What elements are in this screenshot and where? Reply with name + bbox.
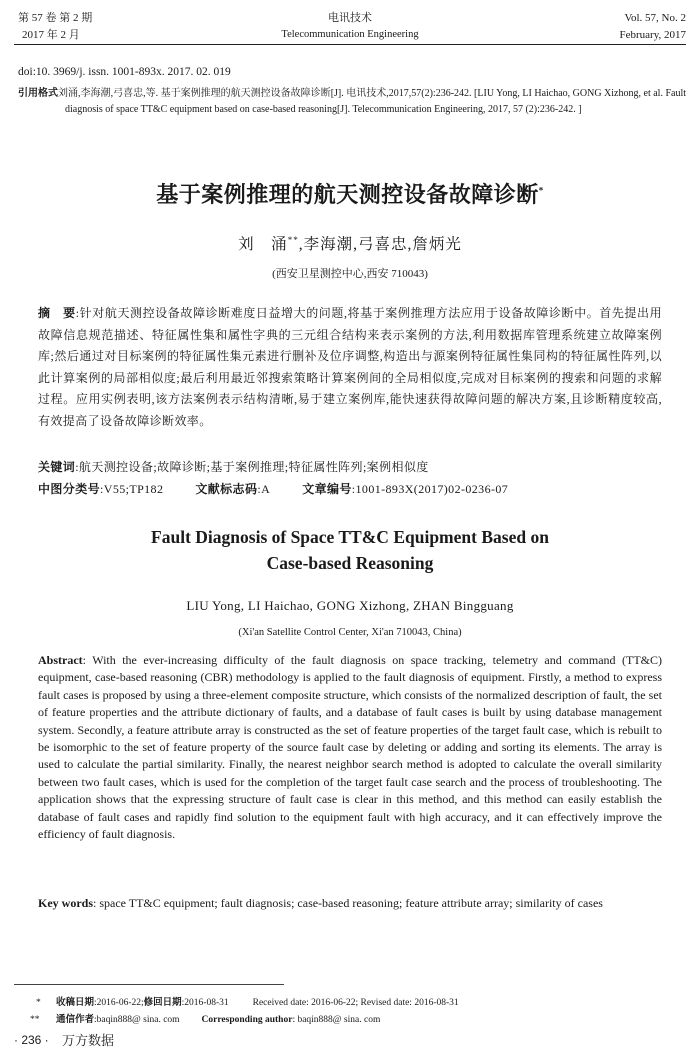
revised-cn-label: 修回日期: [143, 998, 182, 1008]
title-en-line2: Case-based Reasoning: [266, 553, 434, 573]
header-rule: [14, 44, 686, 45]
abstract-cn-text: :针对航天测控设备故障诊断难度日益增大的问题,将基于案例推理方法应用于设备故障诊断中。首先提出用故障信息规范描述、特征属性集和属性字典的三元组合结构来表示案例的方法,利用数据库管理系统建立故障案例库;然后通过对目标案例的特征属性集元素进行删补及位序调整,构造出与源案例特征属性集同构的特征属性阵列,以此计算案例的局部相似度;最后利用最近邻搜索策略计算案例间的全局相似度,完成对目标案例的搜索和问题的求解过程。应用实例表明,该方法案例表示结构清晰,易于建立案例库,能快速获得故障问题的解决方案,且诊断精度较高,有效提高了设备故障诊断效率。: [38, 306, 662, 428]
abstract-cn-label: 摘 要: [38, 306, 76, 320]
doi[interactable]: doi:10. 3969/j. issn. 1001-893x. 2017. 02. 019: [18, 66, 231, 78]
title-en-line1: Fault Diagnosis of Space TT&C Equipment Based on: [151, 527, 549, 547]
authors-cn: [0, 232, 700, 254]
keywords-cn-text: :航天测控设备;故障诊断;基于案例推理;特征属性阵列;案例相似度: [75, 460, 429, 474]
authors-en: LIU Yong, LI Haichao, GONG Xizhong, ZHAN Bingguang: [186, 598, 514, 613]
citation: [18, 86, 686, 118]
citation-label: 引用格式: [18, 88, 59, 99]
corr-cn-email[interactable]: :baqin888@ sina. com: [94, 1015, 180, 1025]
article-number-label: 文章编号: [302, 482, 352, 496]
affiliation-cn: (西安卫星测控中心,西安 710043): [272, 268, 428, 280]
page-number: · 236 ·: [14, 1033, 49, 1047]
received-en: Received date: 2016-06-22; Revised date: 2016-08-31: [252, 998, 459, 1008]
keywords-en-label: Key words: [38, 896, 93, 910]
footnote-star2: **: [30, 1015, 40, 1025]
classification: [38, 479, 678, 501]
keywords-en-text: : space TT&C equipment; fault diagnosis; case-based reasoning; feature attribute array; similarity of cases: [93, 896, 603, 910]
corr-en-email[interactable]: : baqin888@ sina. com: [292, 1015, 381, 1025]
footnote-corresponding: [30, 1013, 680, 1027]
clc-value: :V55;TP182: [100, 482, 164, 496]
watermark: 万方数据: [62, 1034, 115, 1049]
keywords-en: [38, 895, 662, 912]
header-journal-cn: 电讯技术: [328, 12, 372, 24]
doc-code-label: 文献标志码: [195, 482, 258, 496]
title-cn-footnote-mark: *: [538, 185, 544, 196]
keywords-cn-label: 关键词: [38, 460, 76, 474]
authors-cn-first: 刘 涌: [238, 236, 288, 253]
header-volume-en: Vol. 57, No. 2: [624, 12, 686, 24]
revised-cn: :2016-08-31: [181, 998, 229, 1008]
header-journal-en: Telecommunication Engineering: [281, 29, 419, 40]
abstract-en-label: Abstract: [38, 653, 83, 667]
keywords-cn: [38, 457, 662, 479]
header-volume-cn: 第 57 卷 第 2 期: [18, 12, 93, 24]
abstract-en-text: : With the ever-increasing difficulty of the fault diagnosis on space tracking, telemetry and command (TT&C) equipment, case-based reasoning (CBR) methodology is applied to the fault diagnosis of equipment. Firstly, a method to express fault cases is proposed by using a three-element composite structure, which consists of the normalized description of fault, the set of feature properties and the attribute dictionary of faults, and a database of fault cases is built by using database management system. Secondly, a feature attribute array is constructed as the set of feature properties of the target fault case, which is rebuilt to be isomorphic to the set of feature property of the source fault case by deleting or adding and sorting its elements. The array is used to calculate the partial similarity. Finally, the nearest neighbor search method is adopted to calculate the overall similarity between two fault cases, which is used for the completion of the target fault case search and the process of troubleshooting. The application shows that the expressing structure of fault case is clear in this method, and this method can easily establish the database of fault cases and rapidly find solution to the equipment fault with high accuracy, and it can effectively improve the efficiency of fault diagnosis.: [38, 653, 662, 842]
received-cn-label: 收稿日期: [56, 998, 95, 1008]
title-en: [60, 524, 640, 576]
received-cn: :2016-06-22;: [94, 998, 144, 1008]
title-cn-text: 基于案例推理的航天测控设备故障诊断: [156, 182, 539, 207]
footnote-star1: *: [36, 998, 41, 1008]
authors-cn-mark: **: [287, 234, 299, 245]
citation-text: 刘涌,李海潮,弓喜忠,等. 基于案例推理的航天测控设备故障诊断[J]. 电讯技术,2017,57(2):236-242. [LIU Yong, LI Haichao, GONG Xizhong, et al. Fault diagnosis of space TT&C equipment based on case-based reasoning[J]. Telecommunication Engineering, 2017, 57 (2):236-242. ]: [58, 88, 687, 115]
title-cn: [0, 178, 700, 209]
affiliation-en: (Xi'an Satellite Control Center, Xi'an 710043, China): [238, 627, 462, 638]
clc-label: 中图分类号: [38, 482, 101, 496]
abstract-cn: [38, 303, 662, 433]
abstract-en: [38, 652, 662, 843]
corr-cn-label: 通信作者: [56, 1015, 95, 1025]
header-date-cn: 2017 年 2 月: [22, 29, 80, 41]
doc-code-value: :A: [257, 482, 271, 496]
corr-en-label: Corresponding author: [201, 1015, 293, 1025]
footnote-dates: [36, 996, 676, 1010]
article-number-value: :1001-893X(2017)02-0236-07: [351, 482, 509, 496]
header-date-en: February, 2017: [619, 29, 686, 41]
footnote-rule: [14, 984, 284, 985]
authors-cn-rest: ,李海潮,弓喜忠,詹炳光: [298, 236, 462, 253]
